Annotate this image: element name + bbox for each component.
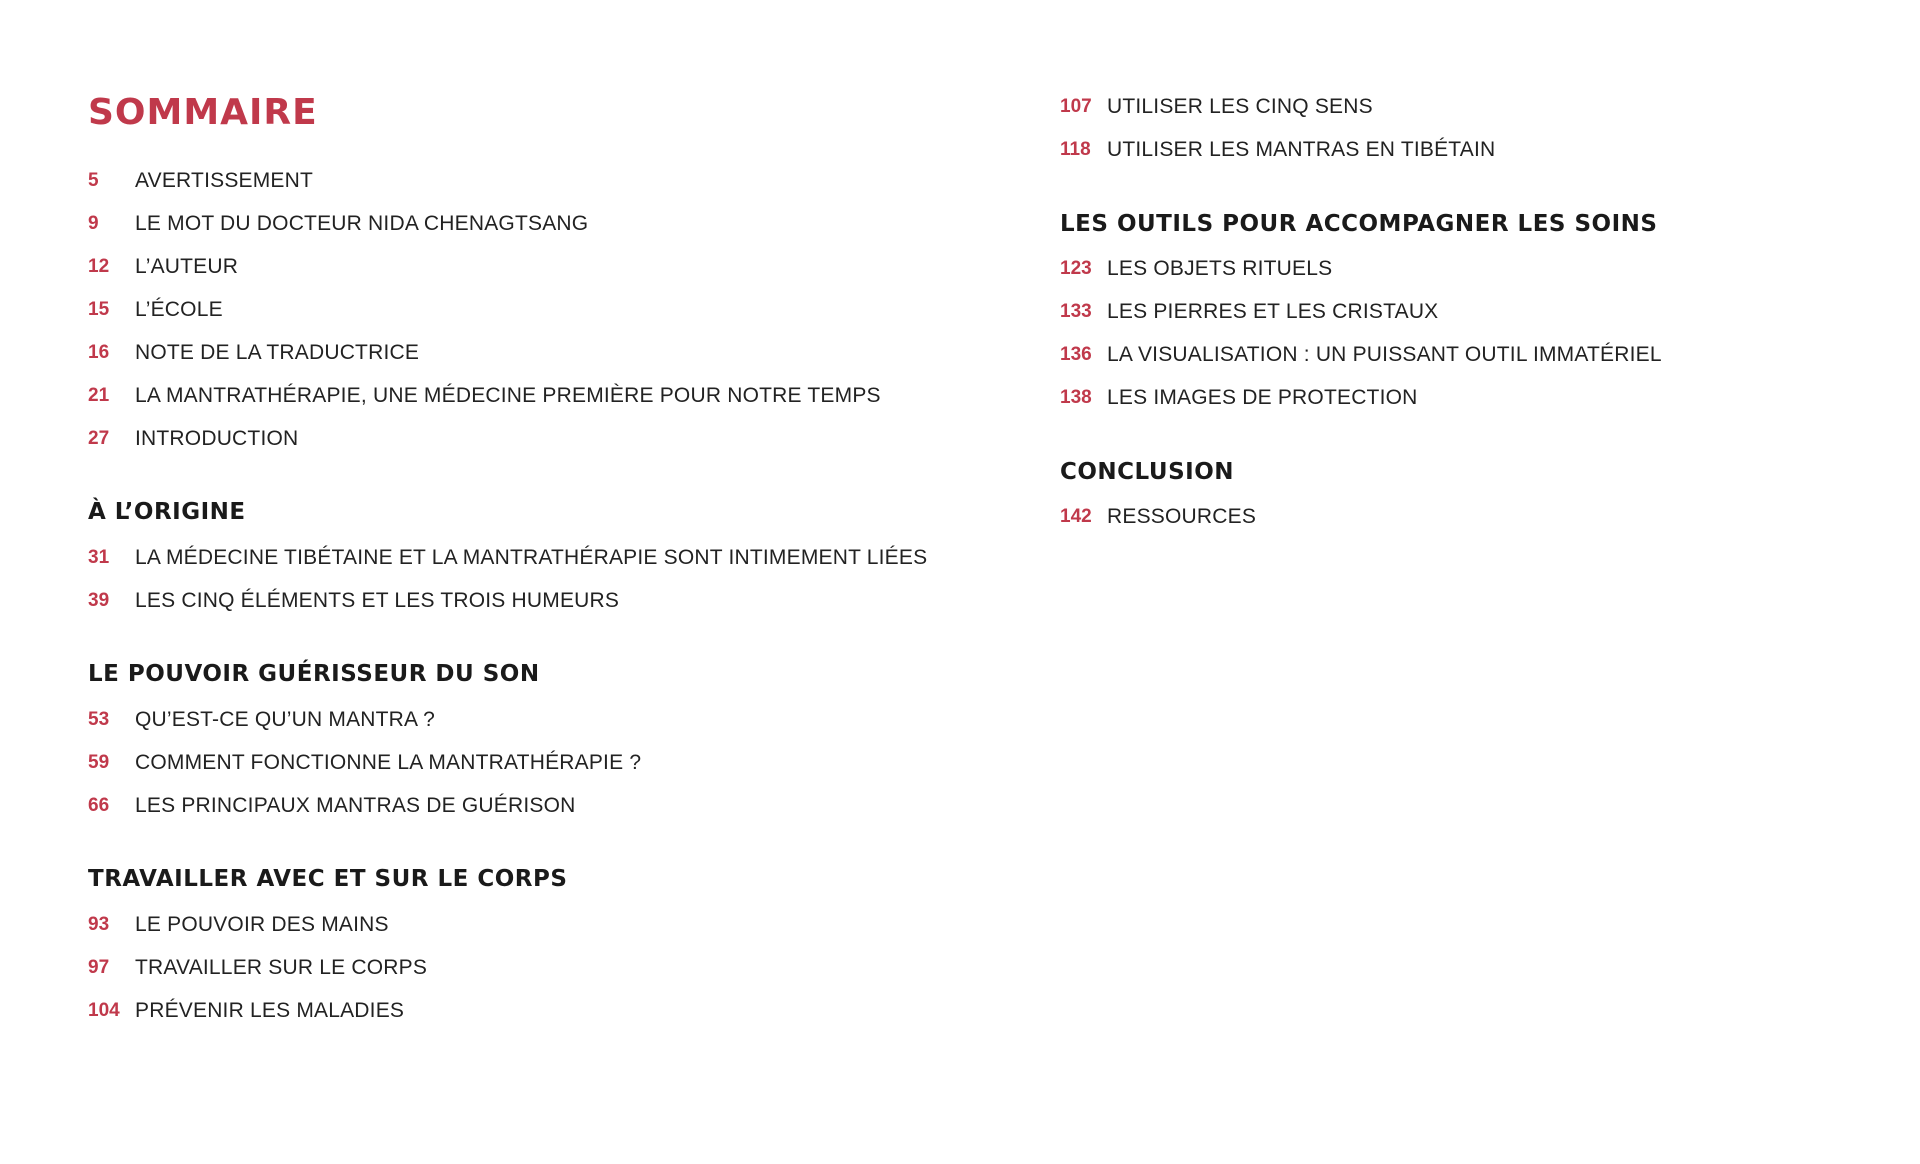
page-number: 21 xyxy=(88,385,110,406)
entry-label: LE POUVOIR DES MAINS xyxy=(135,913,389,936)
toc-entry[interactable] xyxy=(1060,340,1662,370)
section-heading: LES OUTILS POUR ACCOMPAGNER LES SOINS xyxy=(1060,211,1658,237)
page-number: 27 xyxy=(88,428,110,449)
entry-label: NOTE DE LA TRADUCTRICE xyxy=(135,341,420,364)
page-number: 39 xyxy=(88,590,110,611)
page-number: 5 xyxy=(88,170,99,191)
toc-entry[interactable] xyxy=(88,252,238,282)
page-number: 118 xyxy=(1060,139,1091,160)
page-number: 142 xyxy=(1060,506,1092,527)
page-number: 12 xyxy=(88,256,110,277)
toc-entry[interactable] xyxy=(1060,383,1418,413)
toc-entry[interactable] xyxy=(88,910,389,940)
page-number: 66 xyxy=(88,795,110,816)
entry-label: UTILISER LES MANTRAS EN TIBÉTAIN xyxy=(1107,138,1496,161)
page-number: 104 xyxy=(88,1000,120,1021)
page-number: 16 xyxy=(88,342,110,363)
toc-entry[interactable] xyxy=(88,748,641,778)
page-number: 97 xyxy=(88,957,110,978)
entry-label: UTILISER LES CINQ SENS xyxy=(1107,95,1373,118)
page-number: 107 xyxy=(1060,96,1092,117)
entry-label: L’ÉCOLE xyxy=(135,298,223,321)
page-number: 93 xyxy=(88,914,110,935)
toc-entry[interactable] xyxy=(88,543,927,573)
entry-label: LES IMAGES DE PROTECTION xyxy=(1107,386,1418,409)
page-number: 53 xyxy=(88,709,110,730)
entry-label: L’AUTEUR xyxy=(135,255,239,278)
page-number: 136 xyxy=(1060,344,1092,365)
toc-entry[interactable] xyxy=(88,705,435,735)
page-number: 123 xyxy=(1060,258,1092,279)
entry-label: LA MANTRATHÉRAPIE, UNE MÉDECINE PREMIÈRE POUR NOTRE TEMPS xyxy=(135,384,881,407)
page-title: SOMMAIRE xyxy=(88,92,318,133)
entry-label: LES CINQ ÉLÉMENTS ET LES TROIS HUMEURS xyxy=(135,589,620,612)
entry-label: QU’EST-CE QU’UN MANTRA ? xyxy=(135,708,435,731)
entry-label: LA MÉDECINE TIBÉTAINE ET LA MANTRATHÉRAPIE SONT INTIMEMENT LIÉES xyxy=(135,546,928,569)
entry-label: LES PIERRES ET LES CRISTAUX xyxy=(1107,300,1439,323)
toc-entry[interactable] xyxy=(1060,92,1373,122)
toc-entry[interactable] xyxy=(88,996,404,1026)
toc-entry[interactable] xyxy=(88,953,427,983)
page-number: 15 xyxy=(88,299,110,320)
toc-entry[interactable] xyxy=(88,209,588,239)
toc-entry[interactable] xyxy=(88,791,576,821)
toc-entry[interactable] xyxy=(88,295,223,325)
toc-entry[interactable] xyxy=(1060,297,1438,327)
toc-entry[interactable] xyxy=(1060,254,1332,284)
entry-label: TRAVAILLER SUR LE CORPS xyxy=(135,956,428,979)
entry-label: INTRODUCTION xyxy=(135,427,299,450)
section-heading: LE POUVOIR GUÉRISSEUR DU SON xyxy=(88,661,540,687)
entry-label: LES OBJETS RITUELS xyxy=(1107,257,1333,280)
toc-entry[interactable] xyxy=(1060,502,1256,532)
section-heading: CONCLUSION xyxy=(1060,459,1234,485)
page-number: 133 xyxy=(1060,301,1092,322)
page-number: 9 xyxy=(88,213,99,234)
entry-label: AVERTISSEMENT xyxy=(135,169,314,192)
toc-entry[interactable] xyxy=(88,424,298,454)
entry-label: COMMENT FONCTIONNE LA MANTRATHÉRAPIE ? xyxy=(135,751,642,774)
entry-label: PRÉVENIR LES MALADIES xyxy=(135,999,405,1022)
toc-entry[interactable] xyxy=(88,166,313,196)
page-number: 59 xyxy=(88,752,110,773)
entry-label: LA VISUALISATION : UN PUISSANT OUTIL IMMATÉRIEL xyxy=(1107,343,1662,366)
toc-entry[interactable] xyxy=(88,381,881,411)
toc-entry[interactable] xyxy=(88,338,419,368)
toc-entry[interactable] xyxy=(1060,135,1495,165)
entry-label: RESSOURCES xyxy=(1107,505,1257,528)
page-number: 31 xyxy=(88,547,110,568)
section-heading: TRAVAILLER AVEC ET SUR LE CORPS xyxy=(88,866,568,892)
entry-label: LE MOT DU DOCTEUR NIDA CHENAGTSANG xyxy=(135,212,589,235)
section-heading: À L’ORIGINE xyxy=(88,499,246,525)
entry-label: LES PRINCIPAUX MANTRAS DE GUÉRISON xyxy=(135,794,576,817)
page-number: 138 xyxy=(1060,387,1092,408)
toc-entry[interactable] xyxy=(88,586,619,616)
